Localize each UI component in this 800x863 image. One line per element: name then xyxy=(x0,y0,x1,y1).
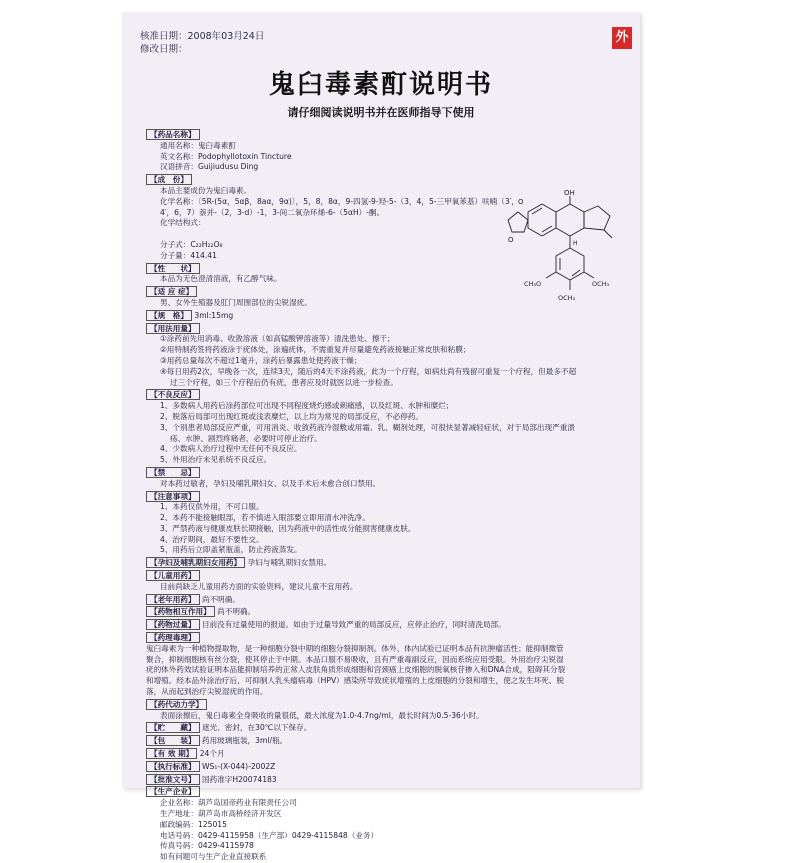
section-approval-number xyxy=(146,773,616,786)
packaging-value: 药用玻璃瓶装，3ml/瓶。 xyxy=(201,736,288,746)
section-usage xyxy=(146,322,616,389)
manufacturer-line: 邮政编码：125015 xyxy=(160,819,227,829)
pharmacology-line: 聚合，抑制细胞核有丝分裂，使其停止于中期。本品口服不易吸收，且有严重毒副反应，因而系统应用受限。外用治疗尖锐湿 xyxy=(146,654,564,664)
heading-composition: 【成 份】 xyxy=(146,174,192,185)
adverse-line: 3、个别患者局部反应严重，可用消炎、收敛药液冷湿敷或用霜、乳、糊剂处理，可很快显著减轻症状，对于局部出现严重溃 xyxy=(160,422,575,432)
section-pharmacology xyxy=(146,631,616,698)
indications-line: 男、女外生殖器及肛门周围部位的尖锐湿疣。 xyxy=(160,297,312,307)
heading-approval-number: 【批准文号】 xyxy=(146,774,200,785)
heading-manufacturer: 【生产企业】 xyxy=(146,786,200,797)
section-specification xyxy=(146,309,616,322)
heading-precautions: 【注意事项】 xyxy=(146,491,200,502)
section-interactions xyxy=(146,605,616,618)
heading-pharmacokinetics: 【药代动力学】 xyxy=(146,699,207,710)
methoxy-left-label: CH₃O xyxy=(524,280,542,288)
usage-line: ①涂药前先用消毒、收敛溶液（如高锰酸钾溶液等）清洗患处、擦干； xyxy=(160,334,395,344)
pharmacology-line: 落，从而起到治疗尖锐湿疣的作用。 xyxy=(146,687,268,697)
children-line: 目前尚缺乏儿童用药方面的实验资料，建议儿童不宜用药。 xyxy=(160,581,358,591)
section-drug-name xyxy=(146,128,616,173)
validity-value: 24个月 xyxy=(199,749,225,759)
manufacturer-line: 电话号码：0429-4115958（生产部）0429-4115848（业务） xyxy=(160,830,379,840)
molecular-weight: 分子量：414.41 xyxy=(160,250,217,260)
interactions-value: 尚不明确。 xyxy=(217,607,256,617)
elderly-value: 尚不明确。 xyxy=(201,594,240,604)
composition-line: 4′，6，7）萘并-（2，3-d）-1，3-间二氧杂环烯-6-（5αH）-酮。 xyxy=(160,207,385,217)
adverse-line: 2、脱落后局部可出现红斑或浅表糜烂，以上均为常见的局部反应，不必停药。 xyxy=(160,411,424,421)
precautions-line: 5、用药后立即盖紧瓶盖，防止药液蒸发。 xyxy=(160,545,302,555)
page-subtitle: 请仔细阅读说明书并在医师指导下使用 xyxy=(287,106,475,119)
section-standard xyxy=(146,760,616,773)
pharmacokinetics-line: 表面涂擦后，鬼臼毒素全身吸收的量很低，最大浓度为1.0-4.7ng/ml，最长时间为0.5-36小时。 xyxy=(160,710,484,720)
hydroxyl-label: OH xyxy=(564,190,575,197)
contraindications-line: 对本药过敏者，孕妇及哺乳期妇女、以及手术后未愈合创口禁用。 xyxy=(160,478,381,488)
section-pregnancy xyxy=(146,556,616,569)
approval-number-value: 国药准字H20074183 xyxy=(201,774,277,784)
approval-date: 核准日期：2008年03月24日 xyxy=(140,31,265,42)
manufacturer-line: 生产地址：葫芦岛市高桥经济开发区 xyxy=(160,809,282,819)
precautions-line: 3、严禁药液与健康皮肤长期接触，因为药液中的活性成分能损害健康皮肤。 xyxy=(160,523,416,533)
page-title: 鬼臼毒素酊说明书 xyxy=(268,70,493,100)
heading-drug-name: 【药品名称】 xyxy=(146,129,200,140)
heading-contraindications: 【禁 忌】 xyxy=(146,467,200,478)
adverse-line: 1、多数病人用药后涂药部位可出现不同程度烧灼感或刺痛感，以及红斑、水肿和糜烂； xyxy=(160,401,454,411)
pharmacology-line: 疣的体外药效试验证明本品能抑制培养的正常人皮肤角质形成细胞和宫颈癌上皮细胞的脱氧核苷掺入和DNA合成，阻碍其分裂 xyxy=(146,665,566,675)
methoxy-middle-label: OCH₃ xyxy=(558,294,576,302)
heading-overdose: 【药物过量】 xyxy=(146,619,200,630)
usage-line: ④每日用药2次，早晚各一次，连续3天，随后的4天不涂药液，此为一个疗程，如病灶尚有残留可重复一个疗程，但最多不超 xyxy=(160,366,577,376)
precautions-line: 1、本药仅供外用，不可口服。 xyxy=(160,502,264,512)
section-validity xyxy=(146,747,616,760)
heading-children: 【儿童用药】 xyxy=(146,570,200,581)
heading-packaging: 【包 装】 xyxy=(146,735,200,746)
pharmacology-line: 和增殖。经本品外涂治疗后，可抑制人乳头瘤病毒（HPV）感染所导致疣状增殖的上皮细胞的分裂和增生，使之发生坏死、脱 xyxy=(146,676,564,686)
heading-elderly: 【老年用药】 xyxy=(146,594,200,605)
section-packaging xyxy=(146,734,616,747)
ring-oxygen-label: O xyxy=(508,236,514,244)
manufacturer-line: 传真号码：0429-4115978 xyxy=(160,841,254,851)
chemical-structure-diagram xyxy=(500,190,632,308)
section-pharmacokinetics xyxy=(146,698,616,722)
properties-line: 本品为无色澄清溶液，有乙醇气味。 xyxy=(160,274,282,284)
heading-standard: 【执行标准】 xyxy=(146,761,200,772)
storage-value: 遮光、密封，在30℃以下保存。 xyxy=(201,723,312,733)
methoxy-right-label: OCH₃ xyxy=(592,280,610,288)
section-manufacturer xyxy=(146,785,616,863)
manufacturer-line: 如有问题可与生产企业直接联系 xyxy=(160,852,267,862)
ring-oxygen-label: O xyxy=(518,198,524,206)
heading-pregnancy: 【孕妇及哺乳期妇女用药】 xyxy=(146,557,245,568)
usage-line: ③用药总量每次不超过1毫升，涂药后暴露患处使药液干燥； xyxy=(160,355,362,365)
drug-name-line: 汉语拼音：Guijiudusu Ding xyxy=(160,162,259,172)
section-storage xyxy=(146,721,616,734)
section-contraindications xyxy=(146,466,616,490)
heading-usage: 【用法用量】 xyxy=(146,323,200,334)
composition-line: 化学结构式： xyxy=(160,218,206,228)
hydrogen-label: H xyxy=(573,240,578,247)
specification-value: 3ml:15mg xyxy=(194,310,234,320)
section-adverse-reactions xyxy=(146,388,616,466)
manufacturer-line: 企业名称：葫芦岛国帝药业有限责任公司 xyxy=(160,798,297,808)
drug-name-line: 通用名称：鬼臼毒素酊 xyxy=(160,140,236,150)
leaflet-sheet xyxy=(122,12,640,862)
usage-line: ②用特制药签将药液涂于疣体处，涂遍疣体，不需重复并尽量避免药液接触正常皮肤和粘膜； xyxy=(160,345,471,355)
adverse-line: 5、外用治疗未见系统不良反应。 xyxy=(160,455,272,465)
molecular-formula: 分子式：C₂₂H₂₂O₈ xyxy=(160,239,223,249)
heading-properties: 【性 状】 xyxy=(146,263,200,274)
heading-validity: 【有 效 期】 xyxy=(146,748,197,759)
heading-interactions: 【药物相互作用】 xyxy=(146,606,215,617)
drug-name-line: 英文名称：Podophyllotoxin Tincture xyxy=(160,151,292,161)
composition-line: 化学名称：〔5R-(5α，5αβ，8aα，9α)〕，5，8，8α，9-四氢-9-羟-5-（3，4，5-三甲氧苯基）呋喃（3′， xyxy=(160,196,520,206)
adverse-line: 疡、水肿、剧烈疼痛者，必要时可停止治疗。 xyxy=(170,433,322,443)
pharmacology-line: 鬼臼毒素为一种植物提取物，是一种细胞分裂中期的细胞分裂抑制剂。体外、体内试验已证明本品有抗肿瘤活性；能抑制微管 xyxy=(146,643,564,653)
usage-line: 过三个疗程，如三个疗程后仍有疣，患者应及时就医以进一步检查。 xyxy=(170,377,398,387)
section-children xyxy=(146,569,616,593)
composition-line: 本品主要成份为鬼臼毒素。 xyxy=(160,185,252,195)
revision-date: 修改日期： xyxy=(140,44,188,55)
pregnancy-value: 孕妇与哺乳期妇女禁用。 xyxy=(247,558,332,568)
precautions-line: 2、本药不能接触眼部，若不慎进入眼部要立即用清水冲洗净。 xyxy=(160,513,370,523)
overdose-value: 目前没有过量使用的报道。如由于过量导致严重的局部反应，应停止治疗，同时清洗局部。 xyxy=(201,620,506,630)
heading-indications: 【适 应 症】 xyxy=(146,286,197,297)
section-precautions xyxy=(146,490,616,557)
heading-adverse: 【不良反应】 xyxy=(146,389,200,400)
heading-storage: 【贮 藏】 xyxy=(146,722,200,733)
standard-value: WS₁-(X-044)-2002Z xyxy=(201,761,276,771)
adverse-line: 4、少数病人治疗过程中无任何不良反应。 xyxy=(160,444,302,454)
section-overdose xyxy=(146,618,616,631)
heading-pharmacology: 【药理毒理】 xyxy=(146,632,200,643)
heading-specification: 【规 格】 xyxy=(146,310,192,321)
section-elderly xyxy=(146,593,616,606)
external-use-badge: 外 xyxy=(612,27,632,49)
precautions-line: 4、治疗期间，最好不要性交。 xyxy=(160,534,264,544)
